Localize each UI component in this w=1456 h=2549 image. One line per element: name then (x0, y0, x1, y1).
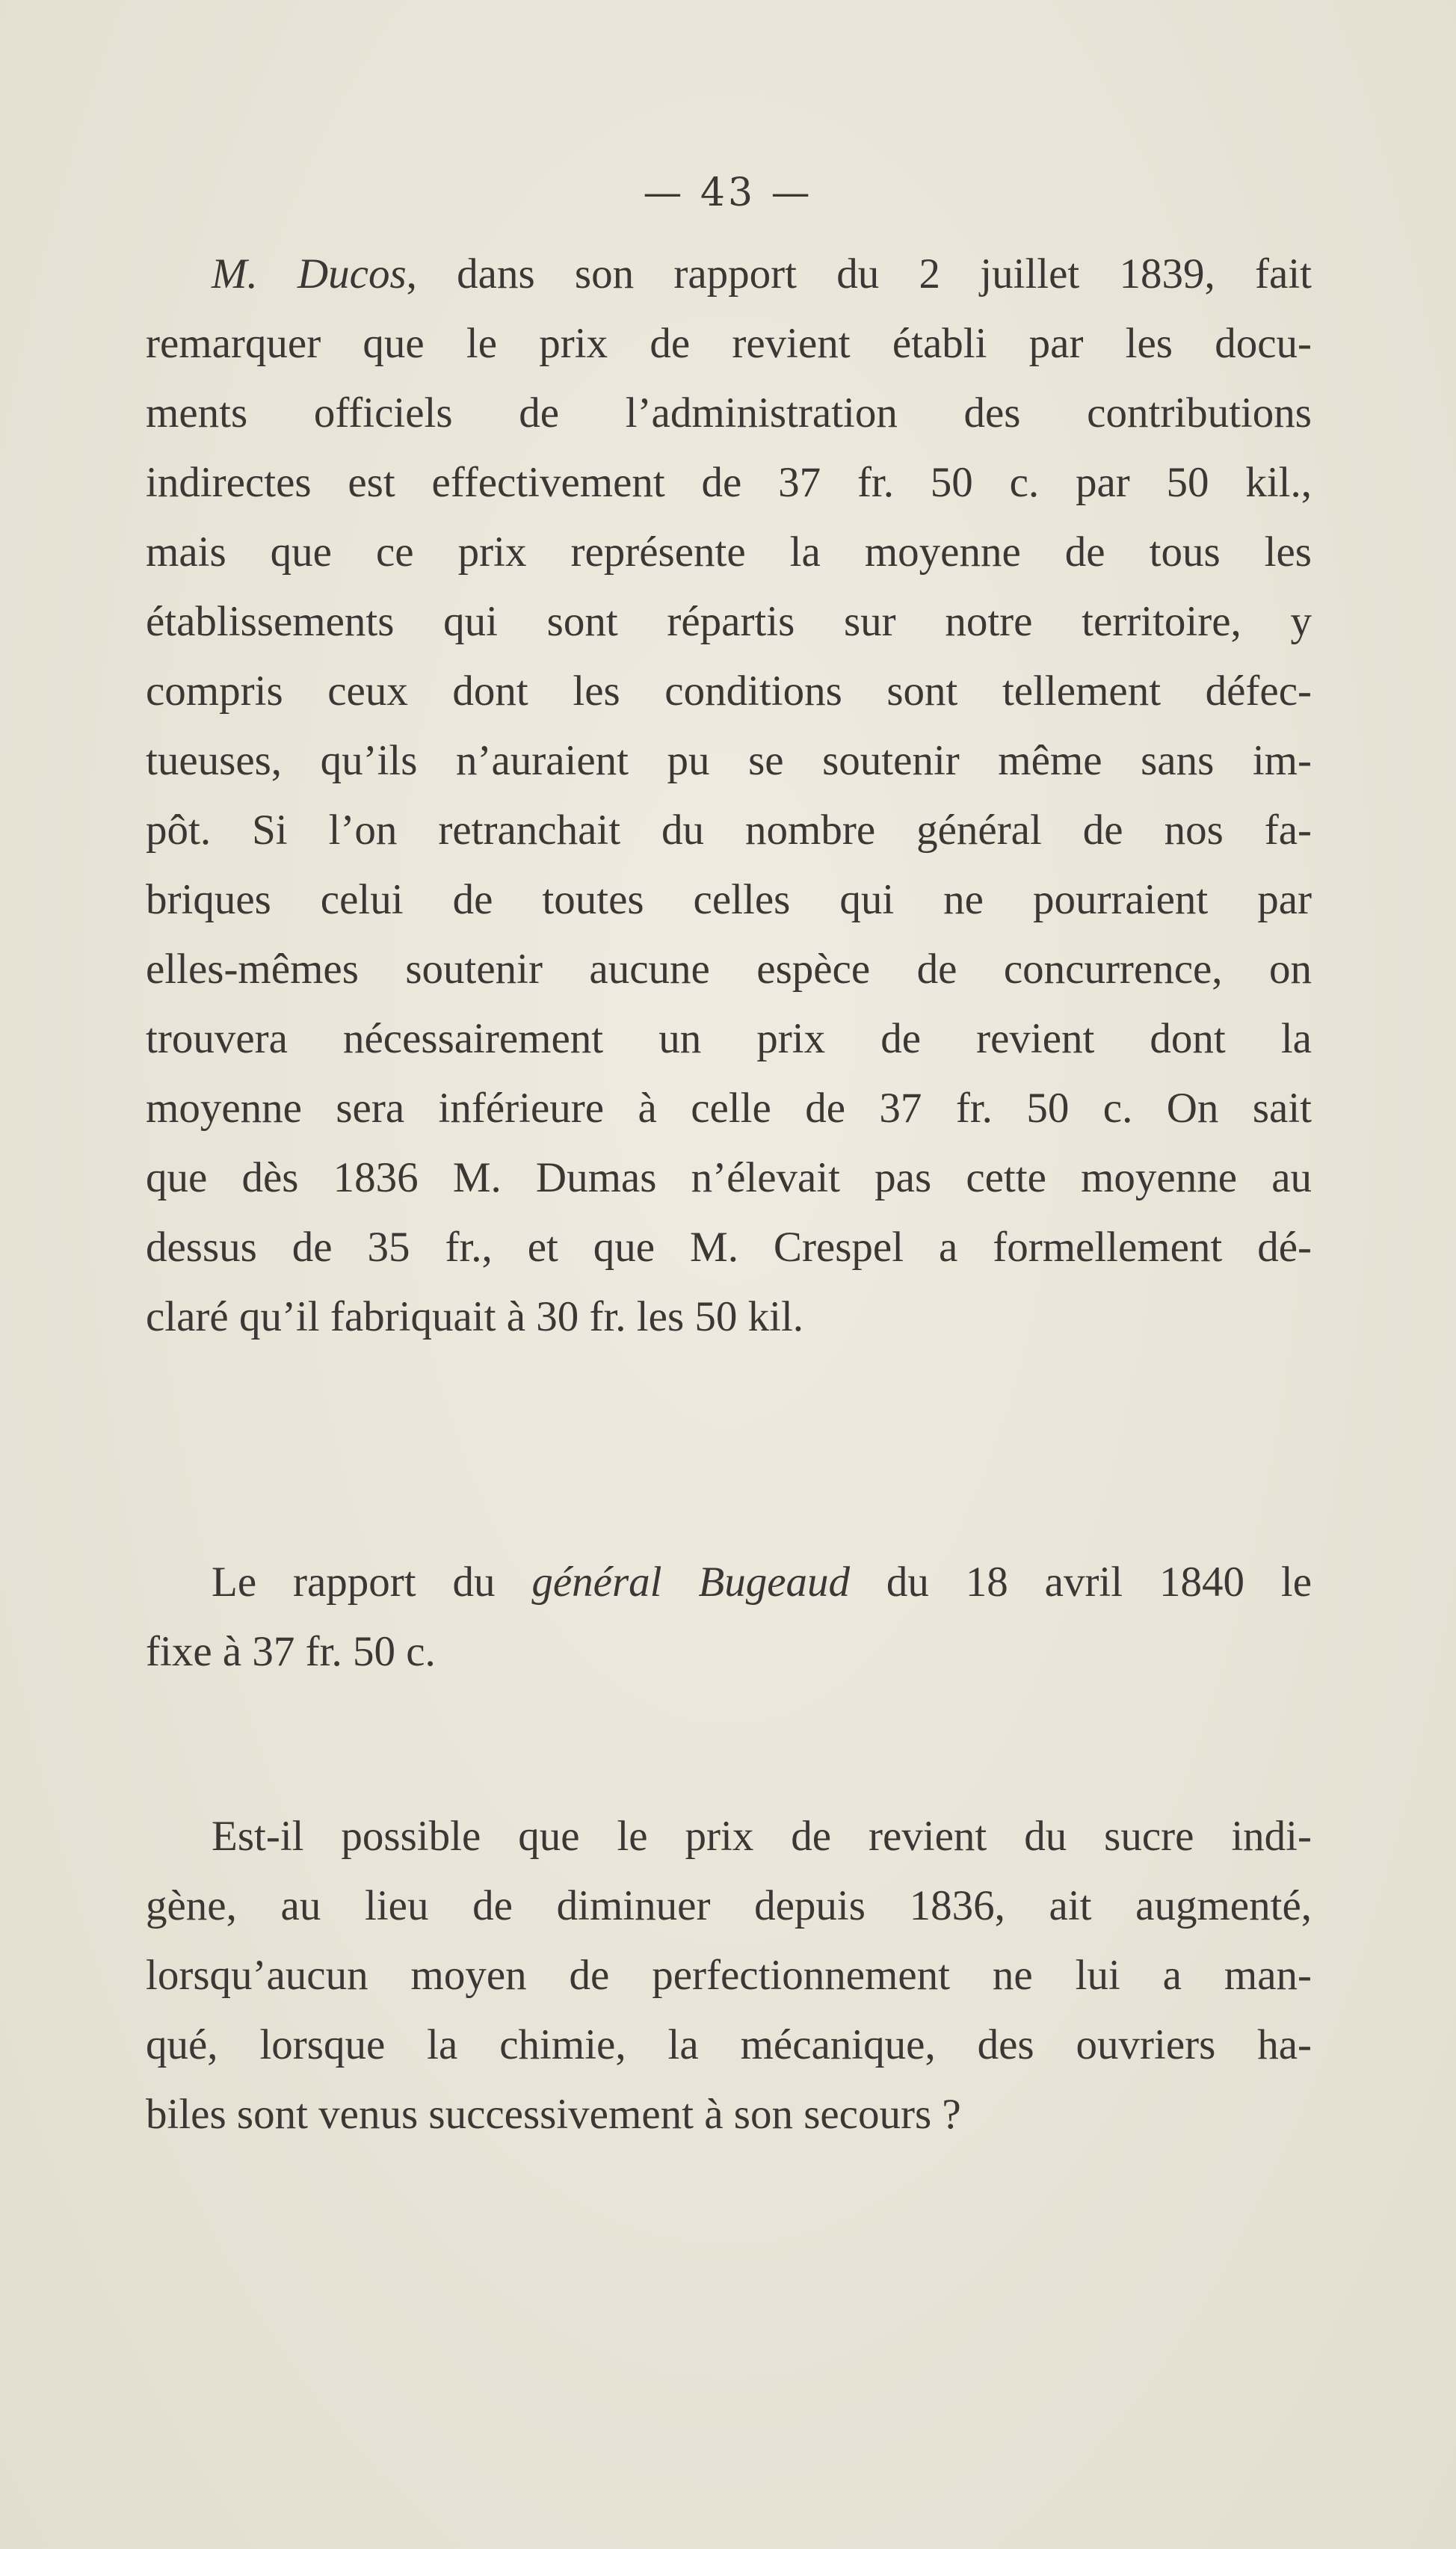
text-segment: du 18 avril 1840 le (850, 1559, 1312, 1606)
text-line: indirectes est effectivement de 37 fr. 50 c. par 50 kil., (146, 459, 1312, 506)
text-line: compris ceux dont les conditions sont tellement défec- (146, 668, 1312, 715)
text-line: établissements qui sont répartis sur notre territoire, y (146, 598, 1312, 645)
text-line: Est-il possible que le prix de revient du sucre indi- (212, 1813, 1312, 1860)
text-line: qué, lorsque la chimie, la mécanique, des ouvriers ha- (146, 2021, 1312, 2068)
text-segment: Le rapport du (212, 1559, 532, 1606)
text-line: briques celui de toutes celles qui ne pourraient par (146, 876, 1312, 923)
paragraph-question (146, 1801, 1312, 2149)
text-line: remarquer que le prix de revient établi par les docu- (146, 320, 1312, 367)
text-line (146, 1547, 1312, 1617)
text-line: claré qu’il fabriquait à 30 fr. les 50 kil. (146, 1293, 804, 1340)
text-line: moyenne sera inférieure à celle de 37 fr. 50 c. On sait (146, 1085, 1312, 1132)
text-line: pôt. Si l’on retranchait du nombre général de nos fa- (146, 807, 1312, 854)
paragraph-bugeaud-report (146, 1547, 1312, 1686)
general-name: général Bugeaud (531, 1559, 850, 1606)
page-number: — 43 — (643, 170, 813, 215)
text-line: gène, au lieu de diminuer depuis 1836, ait augmenté, (146, 1882, 1312, 1929)
text-line: mais que ce prix représente la moyenne de tous les (146, 528, 1312, 576)
text-line: biles sont venus successivement à son secours ? (146, 2091, 961, 2138)
text-line (146, 239, 1312, 309)
text-line: dessus de 35 fr., et que M. Crespel a formellement dé- (146, 1224, 1312, 1271)
paragraph-ducos-report (146, 239, 1312, 1351)
author-name: M. Ducos (212, 250, 407, 298)
text-line: fixe à 37 fr. 50 c. (146, 1628, 436, 1675)
text-line: que dès 1836 M. Dumas n’élevait pas cette moyenne au (146, 1154, 1312, 1201)
text-line: tueuses, qu’ils n’auraient pu se soutenir même sans im- (146, 737, 1312, 784)
text-line-rest: , dans son rapport du 2 juillet 1839, fait (406, 250, 1312, 298)
text-line: ments officiels de l’administration des contributions (146, 389, 1312, 437)
text-line: elles-mêmes soutenir aucune espèce de concurrence, on (146, 946, 1312, 993)
text-line: lorsqu’aucun moyen de perfectionnement ne lui a man- (146, 1952, 1312, 1999)
text-line: trouvera nécessairement un prix de revient dont la (146, 1015, 1312, 1062)
